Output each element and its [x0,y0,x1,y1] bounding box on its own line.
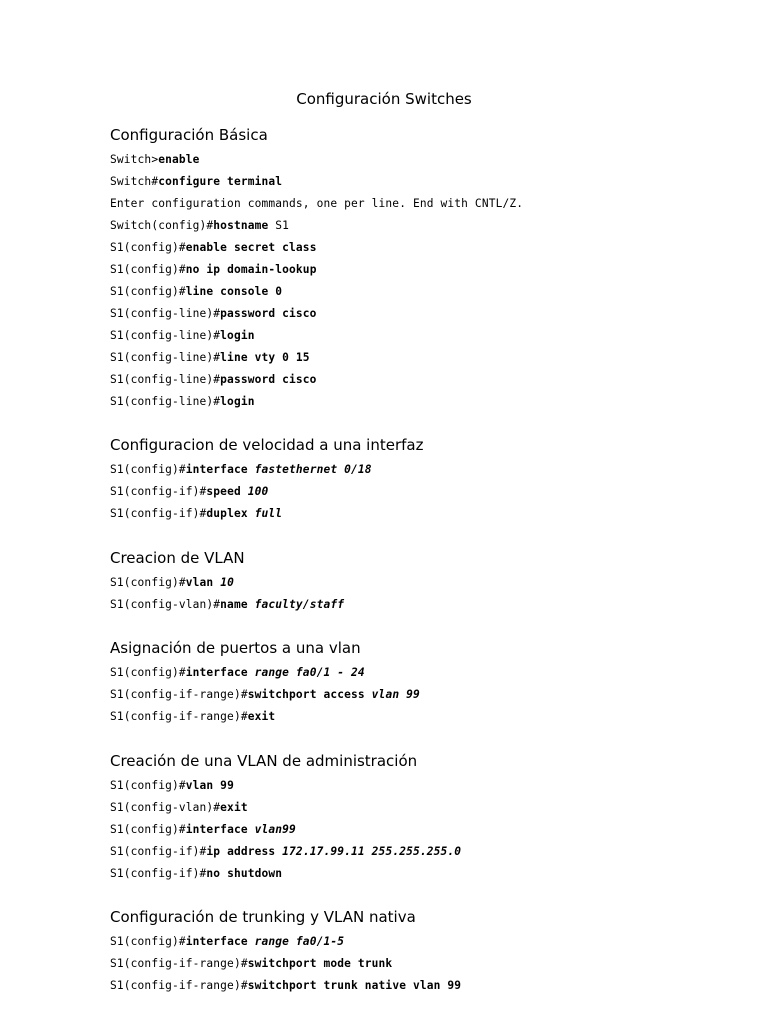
command-line [110,687,420,703]
command-keyword: speed [206,485,248,498]
section-heading: Asignación de puertos a una vlan [110,639,361,657]
command-keyword: line console 0 [185,285,283,298]
command-line [110,284,282,300]
command-line [110,218,289,234]
command-argument: 10 [220,576,234,589]
command-argument: range fa0/1-5 [254,935,345,948]
command-keyword: hostname [213,219,269,232]
command-keyword: ip address [206,845,283,858]
command-argument: faculty/staff [254,598,345,611]
command-keyword: login [220,395,255,408]
command-prompt: S1(config-vlan)# [110,801,221,814]
command-prompt: S1(config-line)# [110,307,221,320]
command-line [110,978,461,994]
command-argument: 100 [247,485,269,498]
command-keyword: password cisco [220,373,317,386]
command-prompt: S1(config-if)# [110,507,207,520]
command-line [110,306,317,322]
command-keyword: exit [247,710,276,723]
command-line [110,800,248,816]
section-heading: Creación de una VLAN de administración [110,752,418,770]
command-prompt: S1(config-line)# [110,351,221,364]
command-keyword: interface [185,463,255,476]
command-prompt: S1(config-if)# [110,845,207,858]
command-keyword: no ip domain-lookup [185,263,317,276]
command-prompt: S1(config-if)# [110,867,207,880]
command-argument: fastethernet 0/18 [254,463,372,476]
command-prompt: S1(config-if-range)# [110,688,248,701]
command-prompt: S1(config-if-range)# [110,979,248,992]
command-line [110,196,523,212]
command-argument: 172.17.99.11 255.255.255.0 [282,845,462,858]
section-heading: Creacion de VLAN [110,549,245,567]
command-line [110,778,234,794]
command-line [110,844,461,860]
command-line [110,597,344,613]
command-argument: range fa0/1 - 24 [254,666,365,679]
command-prompt: S1(config-if-range)# [110,710,248,723]
command-prompt: S1(config-if-range)# [110,957,248,970]
command-prompt: Switch(config)# [110,219,214,232]
command-prompt: S1(config-if)# [110,485,207,498]
command-prompt: S1(config)# [110,576,186,589]
command-line [110,484,268,500]
command-keyword: switchport access [247,688,372,701]
command-line [110,506,282,522]
command-line [110,575,234,591]
command-line [110,372,317,388]
command-prompt: S1(config-line)# [110,395,221,408]
command-keyword: enable [158,153,200,166]
command-line [110,174,282,190]
command-prompt: S1(config)# [110,823,186,836]
command-keyword: switchport mode trunk [247,957,393,970]
command-output: S1 [268,219,290,232]
command-prompt: S1(config)# [110,241,186,254]
command-keyword: no shutdown [206,867,283,880]
command-prompt: Switch# [110,175,159,188]
command-prompt: S1(config-line)# [110,329,221,342]
command-keyword: duplex [206,507,255,520]
command-keyword: line vty 0 15 [220,351,310,364]
command-keyword: exit [220,801,248,814]
command-argument: vlan99 [254,823,296,836]
command-argument: full [254,507,283,520]
command-line [110,262,317,278]
command-keyword: switchport trunk native vlan 99 [247,979,462,992]
command-line [110,240,317,256]
command-prompt: S1(config)# [110,779,186,792]
command-output: Enter configuration commands, one per line. End with CNTL/Z. [110,197,524,210]
command-prompt: Switch> [110,153,159,166]
document-title: Configuración Switches [296,90,472,108]
command-prompt: S1(config)# [110,463,186,476]
section-heading: Configuración Básica [110,126,268,144]
command-keyword: enable secret class [185,241,317,254]
command-prompt: S1(config)# [110,285,186,298]
command-keyword: vlan [185,576,221,589]
command-line [110,866,282,882]
command-line [110,350,310,366]
command-line [110,822,296,838]
command-keyword: interface [185,666,255,679]
command-line [110,665,365,681]
section-heading: Configuración de trunking y VLAN nativa [110,908,416,926]
command-prompt: S1(config)# [110,263,186,276]
command-prompt: S1(config-vlan)# [110,598,221,611]
command-keyword: interface [185,935,255,948]
command-keyword: password cisco [220,307,317,320]
command-prompt: S1(config-line)# [110,373,221,386]
command-keyword: configure terminal [158,175,283,188]
command-line [110,462,372,478]
command-line [110,709,275,725]
command-keyword: interface [185,823,255,836]
command-line [110,956,392,972]
command-prompt: S1(config)# [110,666,186,679]
command-keyword: login [220,329,255,342]
command-argument: vlan 99 [371,688,420,701]
command-keyword: vlan 99 [185,779,234,792]
command-line [110,394,255,410]
command-line [110,152,200,168]
command-keyword: name [220,598,255,611]
command-line [110,934,344,950]
command-prompt: S1(config)# [110,935,186,948]
command-line [110,328,255,344]
section-heading: Configuracion de velocidad a una interfaz [110,436,424,454]
